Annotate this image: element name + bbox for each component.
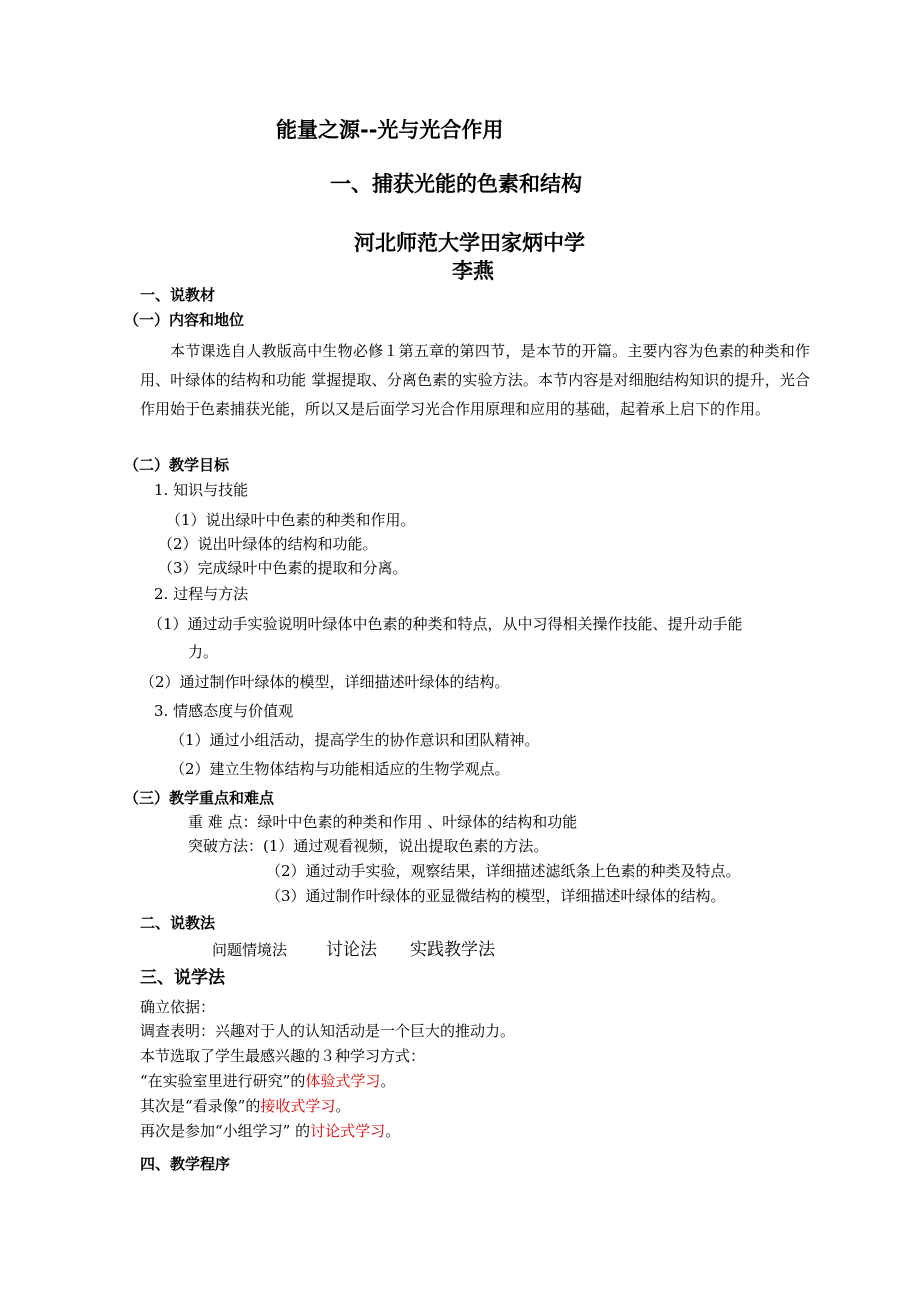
- method-item: 突破方法：(1）通过观看视频，说出提取色素的方法。: [188, 837, 549, 855]
- goal-item-continued: 力。: [188, 643, 219, 661]
- goal-item: （1）通过动手实验说明叶绿体中色素的种类和特点，从中习得相关操作技能、提升动手能: [148, 615, 743, 633]
- text-segment: 再次是参加“小组学习” 的: [140, 1122, 311, 1140]
- highlight-text: 体验式学习: [305, 1072, 381, 1090]
- goal-item: （2）通过制作叶绿体的模型，详细描述叶绿体的结构。: [140, 673, 510, 691]
- section-heading: 四、教学程序: [140, 1155, 231, 1173]
- text-line: 调查表明：兴趣对于人的认知活动是一个巨大的推动力。: [140, 1022, 516, 1040]
- teaching-method: 讨论法: [326, 940, 377, 960]
- content-paragraph: 本节课选自人教版高中生物必修１第五章的第四节，是本节的开篇。主要内容为色素的种类和作用、叶绿体的结构和功能 掌握提取、分离色素的实验方法。本节内容是对细胞结构知识的提升，光合作用始于色素捕获光能，所以又是后面学习光合作用原理和应用的基础，起着承上启下的作用。: [140, 342, 810, 418]
- section-heading: 一、说教材: [140, 286, 216, 304]
- text-segment: 其次是“看录像”的: [140, 1097, 261, 1115]
- text-segment: 。: [380, 1072, 396, 1090]
- text-line: 本节选取了学生最感兴趣的３种学习方式：: [140, 1047, 426, 1065]
- text-line: [140, 1071, 395, 1091]
- section-heading: 二、说教法: [140, 914, 216, 932]
- text-line: [140, 1121, 400, 1141]
- method-item: （2）通过动手实验，观察结果，详细描述滤纸条上色素的种类及特点。: [266, 862, 741, 880]
- subsection-heading: （二）教学目标: [124, 456, 230, 474]
- goal-item: （3）完成绿叶中色素的提取和分离。: [158, 559, 408, 577]
- author-name: 李燕: [452, 259, 494, 283]
- key-points: 重 难 点：绿叶中色素的种类和作用 、叶绿体的结构和功能: [188, 813, 578, 831]
- subsection-heading: （三）教学重点和难点: [124, 789, 275, 807]
- goal-heading: 1. 知识与技能: [154, 481, 249, 499]
- goal-heading: 3. 情感态度与价值观: [154, 702, 294, 720]
- method-item: （3）通过制作叶绿体的亚显微结构的模型，详细描述叶绿体的结构。: [266, 887, 726, 905]
- text-line: [140, 1096, 350, 1116]
- document-title: 能量之源--光与光合作用: [276, 118, 504, 142]
- school-name: 河北师范大学田家炳中学: [354, 231, 585, 255]
- goal-item: （2）说出叶绿体的结构和功能。: [158, 535, 378, 553]
- text-segment: 。: [385, 1122, 401, 1140]
- text-segment: “在实验室里进行研究”的: [140, 1072, 306, 1090]
- teaching-method: 问题情境法: [212, 941, 288, 959]
- highlight-text: 接收式学习: [260, 1097, 336, 1115]
- goal-heading: 2. 过程与方法: [154, 585, 249, 603]
- section-heading: 三、说学法: [140, 968, 225, 988]
- goal-item: （1）说出绿叶中色素的种类和作用。: [166, 511, 416, 529]
- text-segment: 。: [335, 1097, 351, 1115]
- goal-item: （2）建立生物体结构与功能相适应的生物学观点。: [170, 760, 510, 778]
- goal-item: （1）通过小组活动，提高学生的协作意识和团队精神。: [170, 731, 540, 749]
- text-line: 确立依据：: [140, 998, 216, 1016]
- document-subtitle: 一、捕获光能的色素和结构: [330, 172, 582, 196]
- teaching-method: 实践教学法: [410, 940, 495, 960]
- highlight-text: 讨论式学习: [310, 1122, 386, 1140]
- subsection-heading: （一）内容和地位: [124, 311, 245, 329]
